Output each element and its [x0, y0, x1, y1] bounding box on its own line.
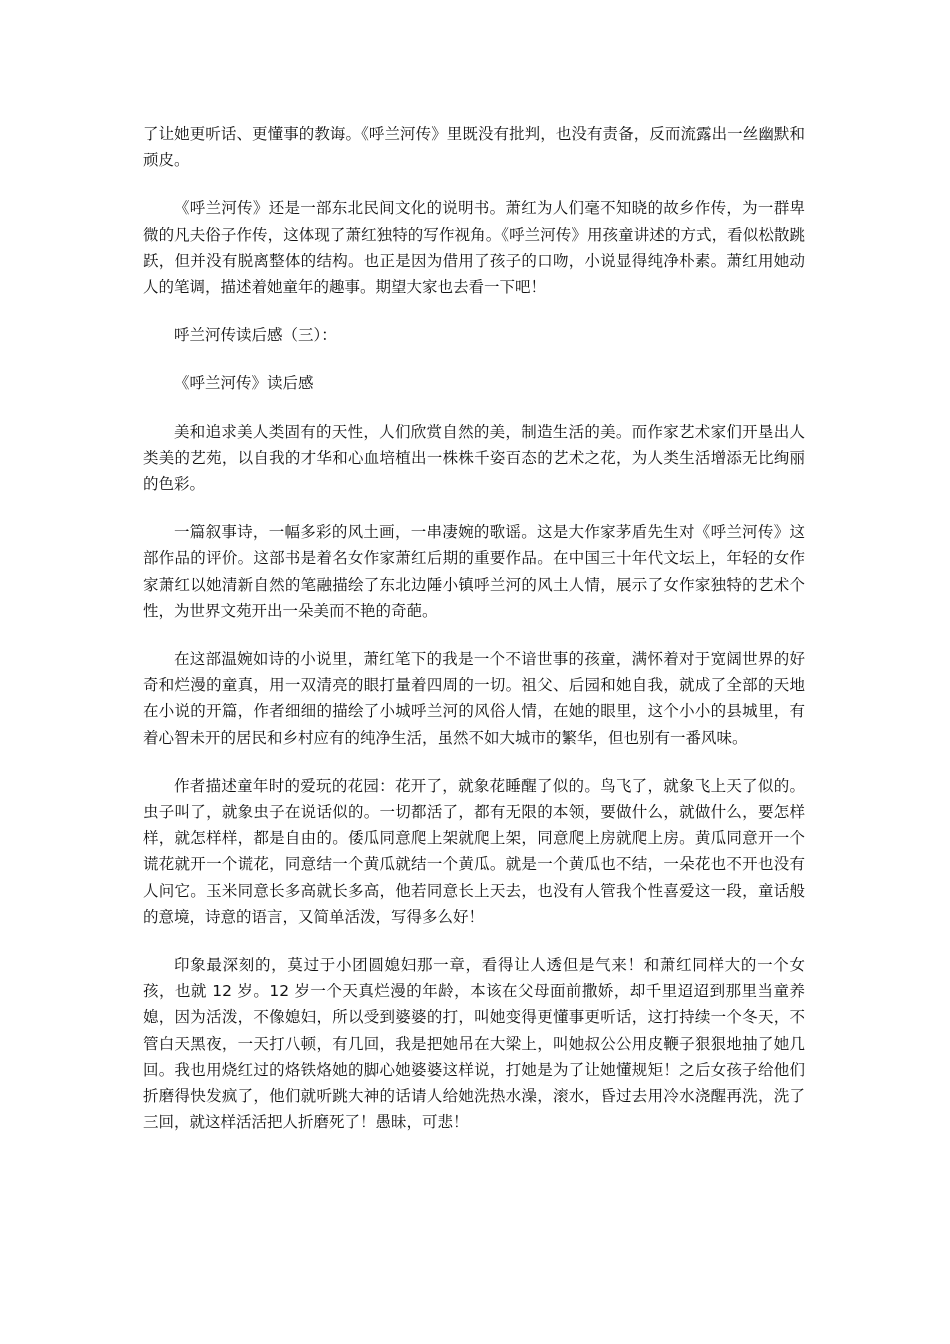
paragraph-continuation: 了让她更听话、更懂事的教诲。《呼兰河传》里既没有批判，也没有责备，反而流露出一丝幽默和顽皮。: [143, 125, 805, 170]
paragraph-child-bride: 印象最深刻的，莫过于小团圆媳妇那一章，看得让人透但是气来！和萧红同样大的一个女孩，也就 12 岁。12 岁一个天真烂漫的年龄，本该在父母面前撒娇，却千里迢迢到那里当童养媳，因为活泼，不像媳妇，所以受到婆婆的打，叫她变得更懂事更听话，这打持续一个冬天，不管白天黑夜，一天打八顿，有几回，我是把她吊在大梁上，叫她叔公公用皮鞭子狠狠地抽了她几回。我也用烧红过的烙铁烙她的脚心她婆婆这样说，打她是为了让她懂规矩！之后女孩子给他们折磨得快发疯了，他们就听跳大神的话请人给她洗热水澡，滚水，昏过去用冷水浇醒再洗，洗了三回，就这样活活把人折磨死了！愚昧，可悲！: [143, 956, 805, 1132]
paragraph-garden: 作者描述童年时的爱玩的花园：花开了，就象花睡醒了似的。鸟飞了，就象飞上天了似的。虫子叫了，就象虫子在说话似的。一切都活了，都有无限的本领，要做什么，就做什么，要怎样样，就怎样样，都是自由的。倭瓜同意爬上架就爬上架，同意爬上房就爬上房。黄瓜同意开一个谎花就开一个谎花，同意结一个黄瓜就结一个黄瓜。就是一个黄瓜也不结，一朵花也不开也没有人问它。玉米同意长多高就长多高，他若同意长上天去，也没有人管我个性喜爱这一段，童话般的意境，诗意的语言，又简单活泼，写得多么好！: [143, 776, 805, 926]
paragraph-folk-culture: 《呼兰河传》还是一部东北民间文化的说明书。萧红为人们毫不知晓的故乡作传，为一群卑微的凡夫俗子作传，这体现了萧红独特的写作视角。《呼兰河传》用孩童讲述的方式，看似松散跳跃，但并没有脱离整体的结构。也正是因为借用了孩子的口吻，小说显得纯净朴素。萧红用她动人的笔调，描述着她童年的趣事。期望大家也去看一下吧！: [143, 199, 805, 297]
paragraph-mao-dun-review: 一篇叙事诗，一幅多彩的风土画，一串凄婉的歌谣。这是大作家茅盾先生对《呼兰河传》这部作品的评价。这部书是着名女作家萧红后期的重要作品。在中国三十年代文坛上，年轻的女作家萧红以她清新自然的笔融描绘了东北边陲小镇呼兰河的风土人情，展示了女作家独特的艺术个性，为世界文苑开出一朵美而不艳的奇葩。: [143, 523, 805, 620]
paragraph-childhood-view: 在这部温婉如诗的小说里，萧红笔下的我是一个不谙世事的孩童，满怀着对于宽阔世界的好奇和烂漫的童真，用一双清亮的眼打量着四周的一切。祖父、后园和她自我，就成了全部的天地在小说的开篇，作者细细的描绘了小城呼兰河的风俗人情，在她的眼里，这个小小的县城里，有着心智未开的居民和乡村应有的纯净生活，虽然不如大城市的繁华，但也别有一番风味。: [143, 650, 805, 747]
essay-title: 《呼兰河传》读后感: [174, 374, 314, 393]
section-heading: 呼兰河传读后感（三）：: [174, 326, 337, 345]
document-body: [143, 121, 805, 1158]
paragraph-beauty: 美和追求美人类固有的天性，人们欣赏自然的美，制造生活的美。而作家艺术家们开垦出人类美的艺苑，以自我的才华和心血培植出一株株千姿百态的艺术之花，为人类生活增添无比绚丽的色彩。: [143, 422, 805, 494]
